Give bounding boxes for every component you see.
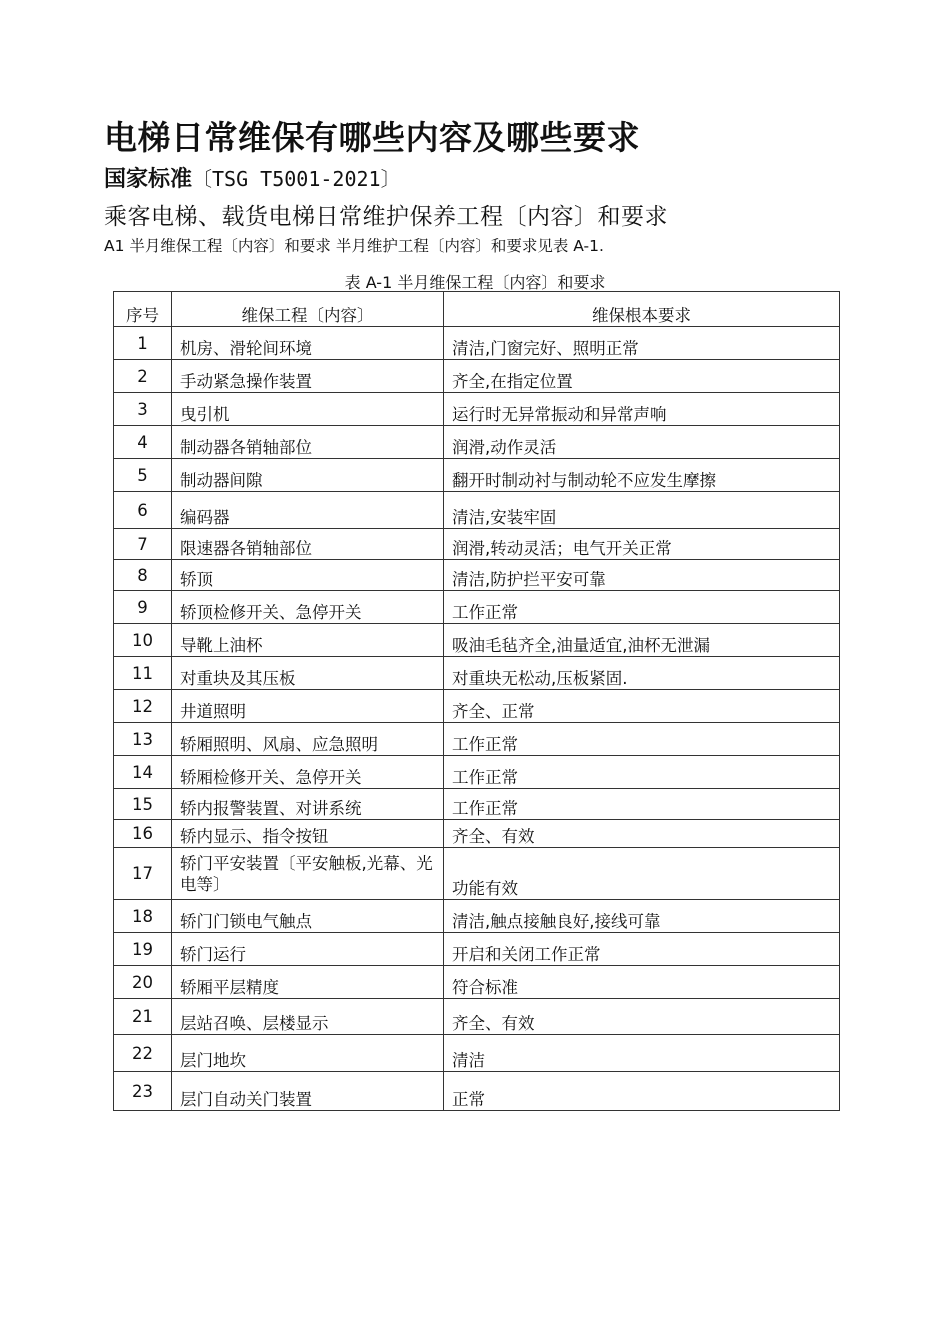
- row-item: 对重块及其压板: [172, 657, 444, 690]
- standard-code: 〔TSG T5001-2021〕: [192, 167, 401, 191]
- row-item: 轿顶检修开关、急停开关: [172, 591, 444, 624]
- table-row: [114, 393, 840, 426]
- table-row: [114, 933, 840, 966]
- table-row: [114, 848, 840, 900]
- row-seq: 20: [114, 966, 172, 999]
- table-row: [114, 690, 840, 723]
- row-item: 轿门运行: [172, 933, 444, 966]
- row-seq: 23: [114, 1072, 172, 1111]
- row-requirement: 翻开时制动衬与制动轮不应发生摩擦: [444, 459, 840, 492]
- standard-label: 国家标准: [104, 167, 193, 192]
- table-row: [114, 492, 840, 529]
- header-item: 维保工程〔内容〕: [172, 292, 444, 327]
- row-item: 手动紧急操作装置: [172, 360, 444, 393]
- row-seq: 2: [114, 360, 172, 393]
- row-requirement: 符合标准: [444, 966, 840, 999]
- row-requirement: 齐全、正常: [444, 690, 840, 723]
- row-seq: 17: [114, 848, 172, 900]
- row-seq: 13: [114, 723, 172, 756]
- row-requirement: 齐全、有效: [444, 999, 840, 1035]
- row-item: 轿门门锁电气触点: [172, 900, 444, 933]
- table-row: [114, 756, 840, 789]
- table-row: [114, 999, 840, 1035]
- table-row: [114, 966, 840, 999]
- row-item: 轿顶: [172, 560, 444, 591]
- row-requirement: 吸油毛毡齐全,油量适宜,油杯无泄漏: [444, 624, 840, 657]
- row-item: 机房、滑轮间环境: [172, 327, 444, 360]
- row-seq: 19: [114, 933, 172, 966]
- intro-text: A1 半月维保工程〔内容〕和要求 半月维护工程〔内容〕和要求见表 A-1.: [104, 237, 604, 255]
- table-caption: 表 A-1 半月维保工程〔内容〕和要求: [344, 273, 606, 292]
- row-seq: 22: [114, 1035, 172, 1072]
- row-item: 轿门平安装置〔平安触板,光幕、光电等〕: [172, 848, 444, 900]
- row-requirement: 清洁,门窗完好、照明正常: [444, 327, 840, 360]
- row-requirement: 清洁: [444, 1035, 840, 1072]
- row-seq: 21: [114, 999, 172, 1035]
- page-title: 电梯日常维保有哪些内容及哪些要求: [104, 118, 640, 157]
- row-requirement: 工作正常: [444, 591, 840, 624]
- row-requirement: 对重块无松动,压板紧固.: [444, 657, 840, 690]
- row-item: 制动器各销轴部位: [172, 426, 444, 459]
- row-item: 编码器: [172, 492, 444, 529]
- row-item: 井道照明: [172, 690, 444, 723]
- table-row: [114, 360, 840, 393]
- row-item: 层门自动关门装置: [172, 1072, 444, 1111]
- row-item: 限速器各销轴部位: [172, 529, 444, 560]
- row-requirement: 工作正常: [444, 723, 840, 756]
- row-seq: 8: [114, 560, 172, 591]
- row-item: 曳引机: [172, 393, 444, 426]
- table-row: [114, 1035, 840, 1072]
- row-requirement: 清洁,触点接触良好,接线可靠: [444, 900, 840, 933]
- row-seq: 11: [114, 657, 172, 690]
- row-seq: 10: [114, 624, 172, 657]
- row-item: 层站召唤、层楼显示: [172, 999, 444, 1035]
- row-requirement: 清洁,防护拦平安可靠: [444, 560, 840, 591]
- row-item: 制动器间隙: [172, 459, 444, 492]
- row-requirement: 功能有效: [444, 848, 840, 900]
- row-item: 层门地坎: [172, 1035, 444, 1072]
- row-requirement: 工作正常: [444, 756, 840, 789]
- row-requirement: 润滑,动作灵活: [444, 426, 840, 459]
- row-item: 导靴上油杯: [172, 624, 444, 657]
- row-item: 轿厢平层精度: [172, 966, 444, 999]
- row-seq: 5: [114, 459, 172, 492]
- row-requirement: 工作正常: [444, 789, 840, 820]
- table-row: [114, 327, 840, 360]
- maintenance-table: [113, 291, 840, 1111]
- row-item: 轿内报警装置、对讲系统: [172, 789, 444, 820]
- table-row: [114, 723, 840, 756]
- row-seq: 16: [114, 820, 172, 848]
- row-seq: 4: [114, 426, 172, 459]
- row-seq: 3: [114, 393, 172, 426]
- row-requirement: 齐全,在指定位置: [444, 360, 840, 393]
- table-row: [114, 560, 840, 591]
- table-row: [114, 657, 840, 690]
- row-requirement: 正常: [444, 1072, 840, 1111]
- table-row: [114, 426, 840, 459]
- row-requirement: 齐全、有效: [444, 820, 840, 848]
- table-row: [114, 900, 840, 933]
- row-requirement: 开启和关闭工作正常: [444, 933, 840, 966]
- row-seq: 6: [114, 492, 172, 529]
- row-seq: 18: [114, 900, 172, 933]
- header-seq: 序号: [114, 292, 172, 327]
- header-requirement: 维保根本要求: [444, 292, 840, 327]
- row-requirement: 清洁,安装牢固: [444, 492, 840, 529]
- subtitle: 乘客电梯、载货电梯日常维护保养工程〔内容〕和要求: [104, 204, 668, 230]
- row-seq: 1: [114, 327, 172, 360]
- row-seq: 14: [114, 756, 172, 789]
- row-seq: 9: [114, 591, 172, 624]
- table-row: [114, 624, 840, 657]
- table-row: [114, 820, 840, 848]
- row-item: 轿厢检修开关、急停开关: [172, 756, 444, 789]
- row-item: 轿厢照明、风扇、应急照明: [172, 723, 444, 756]
- table-header-row: [114, 292, 840, 327]
- table-row: [114, 529, 840, 560]
- table-row: [114, 789, 840, 820]
- row-seq: 12: [114, 690, 172, 723]
- row-item: 轿内显示、指令按钮: [172, 820, 444, 848]
- table-row: [114, 1072, 840, 1111]
- row-requirement: 运行时无异常振动和异常声响: [444, 393, 840, 426]
- standard-line: [104, 162, 401, 193]
- row-requirement: 润滑,转动灵活；电气开关正常: [444, 529, 840, 560]
- table-row: [114, 459, 840, 492]
- table-row: [114, 591, 840, 624]
- row-seq: 7: [114, 529, 172, 560]
- row-seq: 15: [114, 789, 172, 820]
